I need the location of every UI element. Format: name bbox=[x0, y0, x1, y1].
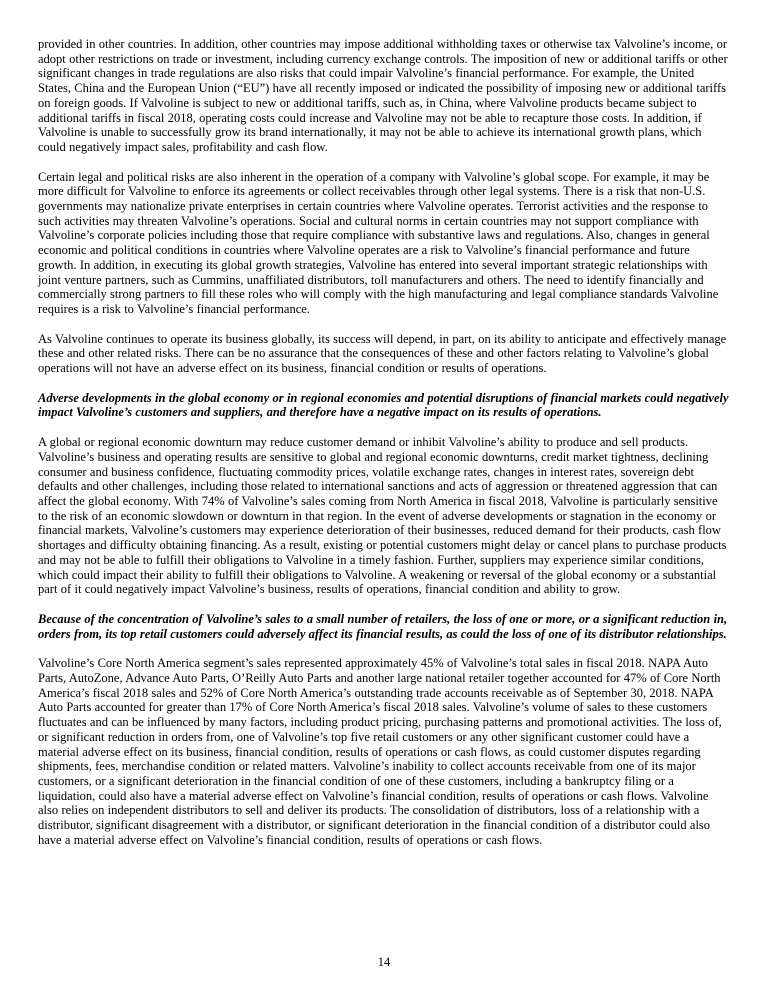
paragraph-global-operations-summary: As Valvoline continues to operate its business globally, its success will depend, in part, on its ability to anticipate and effectively manage these and other related risks. There can be no assurance that the consequences of these and other factors relating to Valvoline’s global operations will not have an adverse effect on its business, financial condition or results of operations. bbox=[38, 331, 727, 376]
paragraph-customer-concentration: Valvoline’s Core North America segment’s sales represented approximately 45% of Valvoline’s total sales in fiscal 2018. NAPA Auto Parts, AutoZone, Advance Auto Parts, O’Reilly Auto Parts and another large national retailer together accounted for 47% of Core North America’s fiscal 2018 sales and 52% of Core North America’s outstanding trade accounts receivable as of September 30, 2018. NAPA Auto Parts accounted for greater than 17% of Core North America’s fiscal 2018 sales. Valvoline’s volume of sales to these customers fluctuates and can be influenced by many factors, including product pricing, purchasing patterns and promotional activities. The loss of, or significant reduction in orders from, one of Valvoline’s top five retail customers or any other significant customer could have a material adverse effect on its business, financial condition, results of operations or cash flows, as could customer disputes regarding shipments, fees, merchandise condition or related matters. Valvoline’s inability to collect accounts receivable from one of its major customers, or a significant deterioration in the financial condition of one of these customers, including a bankruptcy filing or a liquidation, could also have a material adverse effect on Valvoline’s financial condition, results of operations or cash flows. Valvoline also relies on independent distributors to sell and deliver its products. The consolidation of distributors, loss of a relationship with a distributor, significant disagreement with a distributor, or significant deterioration in the financial condition of a distributor could also have a material adverse effect on Valvoline’s financial condition, results of operations or cash flows. bbox=[38, 656, 722, 847]
risk-factors-text-column bbox=[38, 37, 729, 847]
page-number: 14 bbox=[377, 955, 391, 969]
heading-customer-concentration-risk: Because of the concentration of Valvoline’s sales to a small number of retailers, the loss of one or more, or a significant reduction in, orders from, its top retail customers could adversely affect its financial results, as could the loss of one of its distributor relationships. bbox=[38, 611, 728, 641]
heading-global-economy-risk: Adverse developments in the global economy or in regional economies and potential disruptions of financial markets could negatively impact Valvoline’s customers and suppliers, and therefore have a negative impact on its results of operations. bbox=[38, 390, 729, 420]
paragraph-tariffs-international-growth: provided in other countries. In addition, other countries may impose additional withholding taxes or otherwise tax Valvoline’s income, or adopt other restrictions on trade or investment, including currency exchange controls. The imposition of new or additional tariffs or other significant changes in trade regulations are also risks that could impair Valvoline’s financial performance. For example, the United States, China and the European Union (“EU”) have all recently imposed or indicated the possibility of imposing new or additional tariffs on foreign goods. If Valvoline is subject to new or additional tariffs, such as, in China, where Valvoline products became subject to additional tariffs in fiscal 2018, operating costs could increase and Valvoline may not be able to recapture those costs. In addition, if Valvoline is unable to successfully grow its brand internationally, it may not be able to achieve its international growth plans, which could negatively impact sales, profitability and cash flow. bbox=[38, 37, 728, 154]
paragraph-legal-political-risks: Certain legal and political risks are also inherent in the operation of a company with Valvoline’s global scope. For example, it may be more difficult for Valvoline to enforce its agreements or collect receivables through other legal systems. There is a risk that non-U.S. governments may nationalize private enterprises in certain countries where Valvoline operates. Terrorist activities and the response to such activities may threaten Valvoline’s operations. Social and cultural norms in certain countries may not support compliance with Valvoline’s corporate policies including those that require compliance with substantive laws and regulations. Also, changes in general economic and political conditions in countries where Valvoline operates are a risk to Valvoline’s financial performance and future growth. In addition, in executing its global growth strategies, Valvoline has entered into several important strategic relationships with joint venture partners, such as Cummins, unaffiliated distributors, toll manufacturers and others. The need to identify financially and commercially strong partners to fill these roles who will comply with the high manufacturing and legal compliance standards Valvoline requires is a risk to Valvoline’s financial performance. bbox=[38, 169, 719, 316]
paragraph-economic-downturn: A global or regional economic downturn may reduce customer demand or inhibit Valvoline’s ability to produce and sell products. Valvoline’s business and operating results are sensitive to global and regional economic downturns, credit market tightness, declining consumer and business confidence, fluctuating commodity prices, volatile exchange rates, changes in interest rates, sovereign debt defaults and other challenges, including those related to international sanctions and acts of aggression or threatened aggression that can affect the global economy. With 74% of Valvoline’s sales coming from North America in fiscal 2018, Valvoline is particularly sensitive to the risk of an economic slowdown or downturn in that region. In the event of adverse developments or stagnation in the economy or financial markets, Valvoline’s customers may experience deterioration of their businesses, reduced demand for their products, cash flow shortages and difficulty obtaining financing. As a result, existing or potential customers might delay or cancel plans to purchase products and may not be able to fulfill their obligations to Valvoline in a timely fashion. Further, suppliers may experience similar conditions, which could impact their ability to fulfill their obligations to Valvoline. A weakening or reversal of the global economy or a substantial part of it could negatively impact Valvoline’s business, results of operations, financial condition and ability to grow. bbox=[38, 435, 727, 597]
